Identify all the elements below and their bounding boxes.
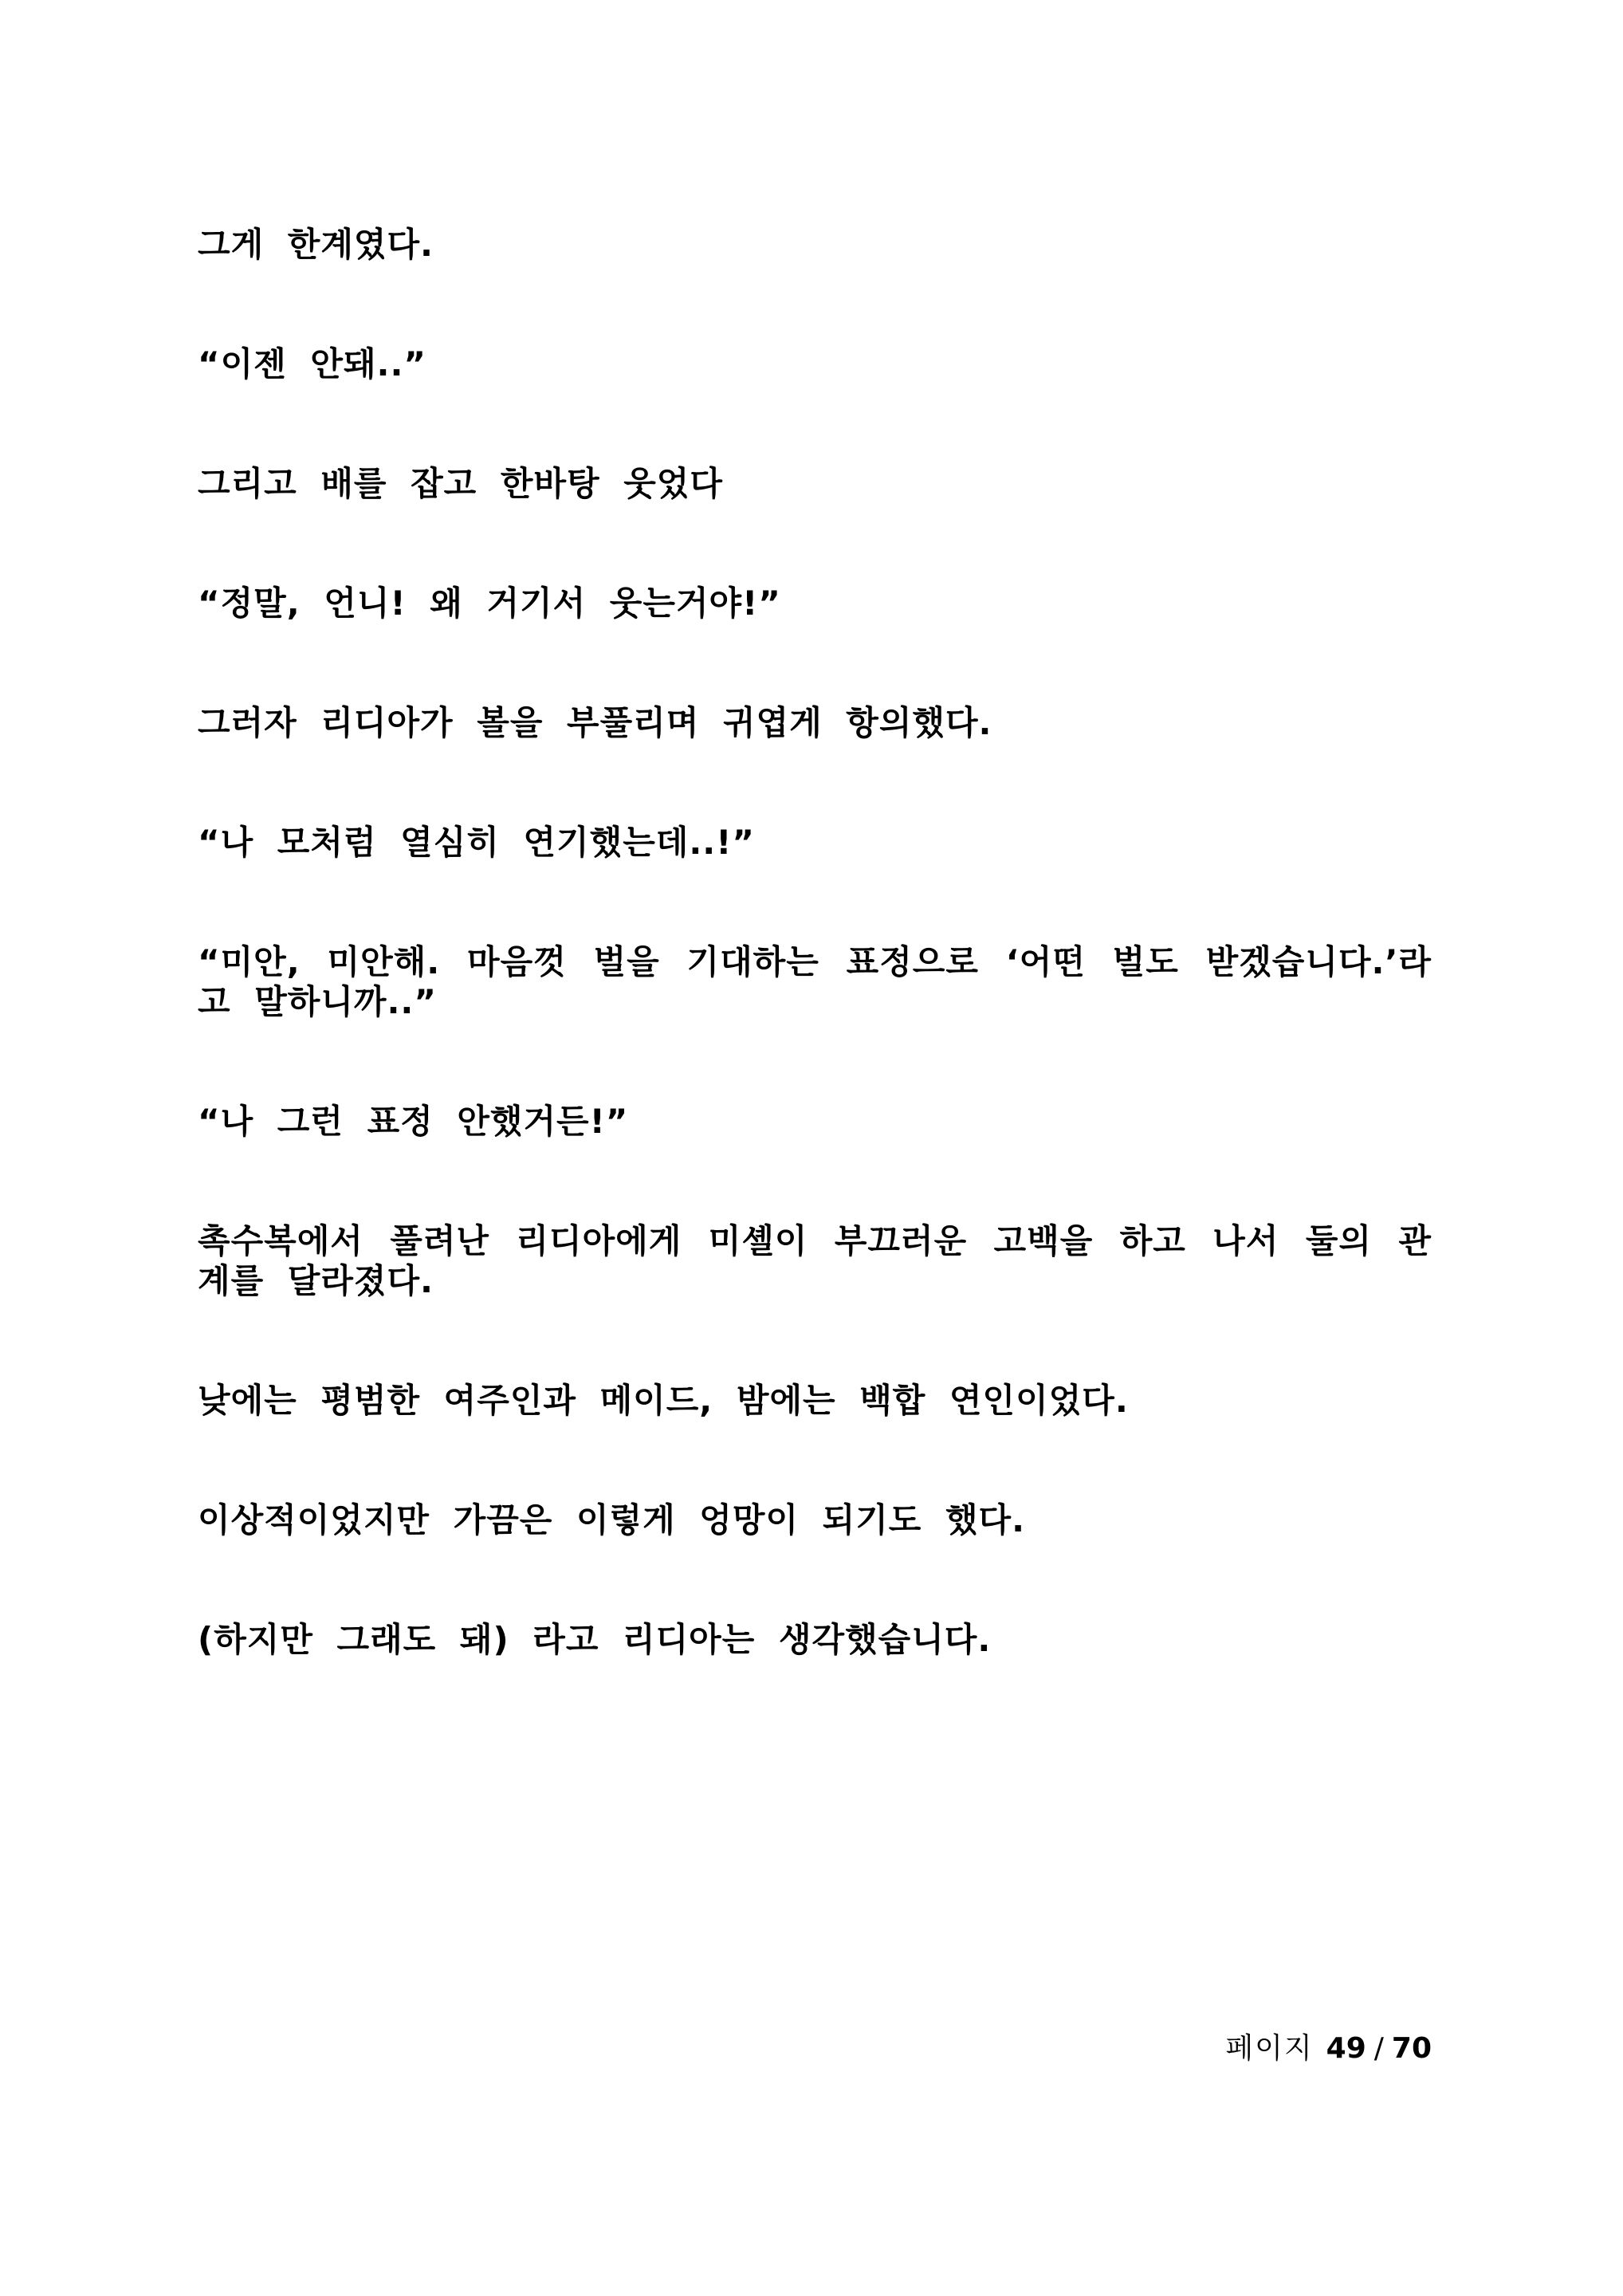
paragraph-4: “정말, 언니! 왜 거기서 웃는거야!” (198, 584, 781, 623)
current-page-number: 49 (1326, 2032, 1366, 2065)
paragraph-5: 그러자 리디아가 볼을 부풀리며 귀엽게 항의했다. (198, 703, 992, 742)
paragraph-3: 그리고 배를 잡고 한바탕 웃었다 (198, 464, 723, 503)
paragraph-2: “이젠 안돼..” (198, 344, 427, 383)
page-number-footer (1225, 2031, 1432, 2066)
paragraph-10: 낮에는 평범한 여주인과 메이드, 밤에는 백합 연인이었다. (198, 1381, 1129, 1420)
paragraph-11: 이상적이었지만 가끔은 이렇게 엉망이 되기도 했다. (198, 1500, 1026, 1539)
paragraph-12: (하지만 그래도 돼) 라고 리디아는 생각했습니다. (198, 1620, 992, 1659)
paragraph-9: 촉수복에서 풀려난 리디아에게 미셸이 부끄러운 고백을 하고 나서 둘의 관계를 달라졌다. (198, 1221, 1432, 1300)
paragraph-1: 그게 한계였다. (198, 225, 434, 264)
total-page-count: 70 (1391, 2032, 1432, 2065)
paragraph-7: “미안, 미안해. 마음껏 벌을 기대하는 표정으로 ‘어떤 벌도 받겠습니다.’라고 말하니까..” (198, 942, 1432, 1021)
paragraph-6: “나 모처럼 열심히 연기했는데..!” (198, 823, 756, 862)
page-separator: / (1373, 2032, 1384, 2065)
paragraph-8: “나 그런 표정 안했거든!” (198, 1102, 629, 1141)
page-label: 페이지 (1225, 2032, 1314, 2065)
